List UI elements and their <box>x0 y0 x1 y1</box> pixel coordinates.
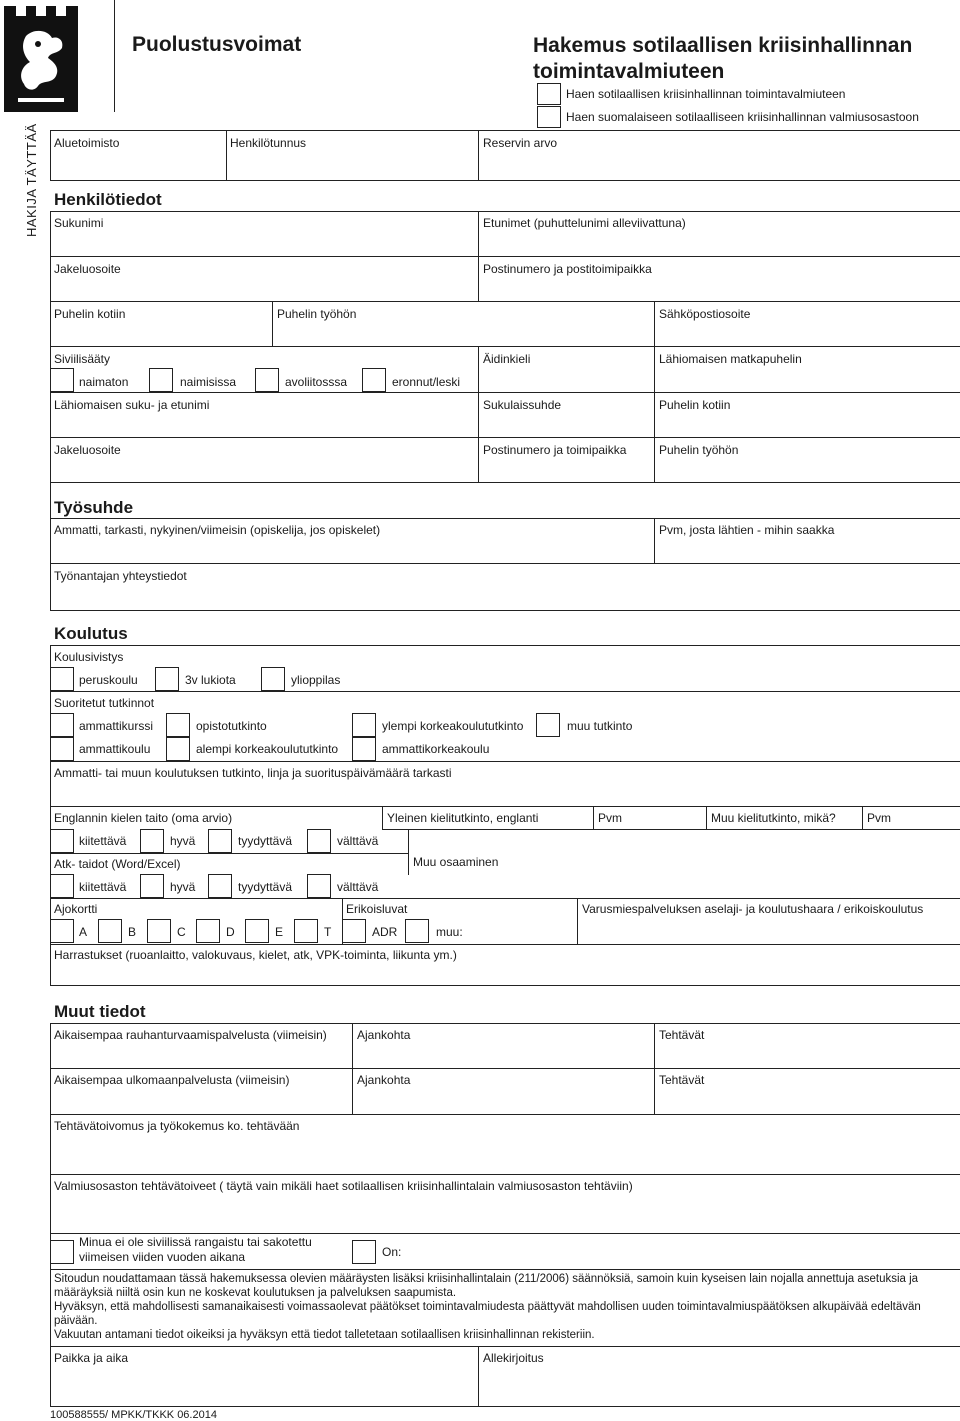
criminal-line2-label: viimeisen viiden vuoden aikana <box>79 1250 246 1264</box>
suoritetut-label: Suoritetut tutkinnot <box>54 696 155 710</box>
ammatti-label: Ammatti, tarkasti, nykyinen/viimeisin (opiskelija, jos opiskelet) <box>54 523 381 537</box>
convicted-checkbox[interactable] <box>352 1240 376 1264</box>
allekirjoitus-label: Allekirjoitus <box>483 1351 544 1365</box>
muu-tutkinto-checkbox[interactable] <box>536 713 560 737</box>
skill-label: tyydyttävä <box>238 880 293 894</box>
skill-label: hyvä <box>170 834 196 848</box>
tehtavat2-label: Tehtävät <box>659 1073 705 1087</box>
atk-tyydyttava-checkbox[interactable] <box>208 874 232 898</box>
marital-avoliitossa-checkbox[interactable] <box>255 368 279 392</box>
paikka-aika-label: Paikka ja aika <box>54 1351 129 1365</box>
puhelin-kotiin-label: Puhelin kotiin <box>54 307 126 321</box>
reservin-arvo-label: Reservin arvo <box>483 136 558 150</box>
degree-label: alempi korkeakoulututkinto <box>196 742 339 756</box>
declaration-text <box>54 1272 949 1342</box>
footer-code: 100588555/ MPKK/TKKK 06.2014 <box>50 1409 217 1421</box>
atk-hyva-checkbox[interactable] <box>140 874 164 898</box>
marital-naimisissa-checkbox[interactable] <box>149 368 173 392</box>
atk-kiitettava-checkbox[interactable] <box>50 874 74 898</box>
option1-checkbox[interactable] <box>537 83 561 105</box>
on-label: On: <box>382 1245 402 1259</box>
degree-label: muu tutkinto <box>567 719 633 733</box>
criminal-line1-label: Minua ei ole siviilissä rangaistu tai sakotettu <box>79 1235 312 1249</box>
sahkoposti-label: Sähköpostiosoite <box>659 307 751 321</box>
school-option-label: peruskoulu <box>79 673 138 687</box>
puhelin-kotiin2-label: Puhelin kotiin <box>659 398 731 412</box>
skill-label: välttävä <box>337 834 379 848</box>
varusmies-label: Varusmiespalveluksen aselaji- ja koulutushaara / erikoiskoulutus <box>582 902 924 916</box>
option1-label: Haen sotilaallisen kriisinhallinnan toimintavalmiuteen <box>566 87 846 101</box>
ammattikoulu-checkbox[interactable] <box>50 737 74 761</box>
muu-kielitutkinto-label: Muu kielitutkinto, mikä? <box>711 811 836 825</box>
license-e-checkbox[interactable] <box>245 919 269 943</box>
skill-label: tyydyttävä <box>238 834 293 848</box>
opistotutkinto-checkbox[interactable] <box>166 713 190 737</box>
ulkomaan-label: Aikaisempaa ulkomaanpalvelusta (viimeisin) <box>54 1073 290 1087</box>
eng-hyva-checkbox[interactable] <box>140 829 164 853</box>
etunimet-label: Etunimet (puhuttelunimi alleviivattuna) <box>483 216 686 230</box>
postinumero-label: Postinumero ja postitoimipaikka <box>483 262 652 276</box>
ylioppilas-checkbox[interactable] <box>261 667 285 691</box>
englanti-label: Englannin kielen taito (oma arvio) <box>54 811 233 825</box>
pvm2-label: Pvm <box>867 811 891 825</box>
ammattikurssi-checkbox[interactable] <box>50 713 74 737</box>
org-name: Puolustusvoimat <box>132 33 302 56</box>
degree-label: opistotutkinto <box>196 719 267 733</box>
coat-of-arms-logo <box>4 6 78 112</box>
education-heading: Koulutus <box>54 624 128 643</box>
license-class-label: A <box>79 925 88 939</box>
muu-lupa-checkbox[interactable] <box>405 919 429 943</box>
school-option-label: ylioppilas <box>291 673 341 687</box>
alempi-korkeakoulu-checkbox[interactable] <box>166 737 190 761</box>
jakeluosoite-label: Jakeluosoite <box>54 262 121 276</box>
rauhanturva-label: Aikaisempaa rauhanturvaamispalvelusta (viimeisin) <box>54 1028 327 1042</box>
side-label: HAKIJA TÄYTTÄÄ <box>24 123 39 237</box>
option2-label: Haen suomalaiseen sotilaalliseen kriisinhallinnan valmiusosastoon <box>566 110 919 124</box>
degree-label: ammattikorkeakoulu <box>382 742 490 756</box>
license-a-checkbox[interactable] <box>50 919 74 943</box>
license-b-checkbox[interactable] <box>98 919 122 943</box>
marital-option-label: naimisissa <box>180 375 237 389</box>
skill-label: välttävä <box>337 880 379 894</box>
tyonantaja-label: Työnantajan yhteystiedot <box>54 569 187 583</box>
other-heading: Muut tiedot <box>54 1002 146 1021</box>
option2-checkbox[interactable] <box>537 106 561 128</box>
koulusivistys-label: Koulusivistys <box>54 650 124 664</box>
marital-eronnut-checkbox[interactable] <box>362 368 386 392</box>
ammattikorkeakoulu-checkbox[interactable] <box>352 737 376 761</box>
form-title: Hakemus sotilaallisen kriisinhallinnan toimintavalmiuteen <box>533 34 913 83</box>
peruskoulu-checkbox[interactable] <box>50 667 74 691</box>
marital-naimaton-checkbox[interactable] <box>50 368 74 392</box>
personal-heading: Henkilötiedot <box>54 190 162 209</box>
marital-option-label: eronnut/leski <box>392 375 461 389</box>
adr-checkbox[interactable] <box>342 919 366 943</box>
ylempi-korkeakoulu-checkbox[interactable] <box>352 713 376 737</box>
license-class-label: C <box>177 925 186 939</box>
ajankohta1-label: Ajankohta <box>357 1028 411 1042</box>
yleinen-kielitutkinto-label: Yleinen kielitutkinto, englanti <box>387 811 539 825</box>
license-t-checkbox[interactable] <box>294 919 318 943</box>
license-c-checkbox[interactable] <box>147 919 171 943</box>
degree-label: ammattikurssi <box>79 719 154 733</box>
lahiomaisen-matkapuhelin-label: Lähiomaisen matkapuhelin <box>659 352 802 366</box>
lahiomaisen-nimi-label: Lähiomaisen suku- ja etunimi <box>54 398 210 412</box>
sukunimi-label: Sukunimi <box>54 216 104 230</box>
jakeluosoite2-label: Jakeluosoite <box>54 443 121 457</box>
license-class-label: B <box>128 925 137 939</box>
marital-option-label: avoliitosssa <box>285 375 348 389</box>
puhelin-tyohon-label: Puhelin työhön <box>277 307 357 321</box>
eng-tyydyttava-checkbox[interactable] <box>208 829 232 853</box>
tehtavatoivomus-label: Tehtävätoivomus ja työkokemus ko. tehtävään <box>54 1119 300 1133</box>
muu-label: muu: <box>436 925 463 939</box>
aidinkieli-label: Äidinkieli <box>483 352 531 366</box>
not-convicted-checkbox[interactable] <box>50 1240 74 1264</box>
siviilisaaty-label: Siviilisääty <box>54 352 111 366</box>
harrastukset-label: Harrastukset (ruoanlaitto, valokuvaus, kielet, atk, VPK-toiminta, liikunta ym.) <box>54 948 457 962</box>
ajokortti-label: Ajokortti <box>54 902 98 916</box>
declaration-para1: Sitoudun noudattamaan tässä hakemuksessa olevien määräysten lisäksi kriisinhallintalain (211/2006) säännöksiä, samoin kuin kyseisen lain nojalla annettuja asetuksia ja määräyksiä niiltä osin kun ne koskevat koulutuksen ja palveluksen saapumista. <box>54 1273 919 1299</box>
declaration-para2: Hyväksyn, että mahdollisesti samanaikaisesti voimassaolevat päätökset toimintavalmiudesta päättyvät mahdollisen uuden toimintavalmiuspäätöksen alkupäivää edeltävän päivään. <box>54 1301 921 1327</box>
license-class-label: E <box>275 925 284 939</box>
sukulaissuhde-label: Sukulaissuhde <box>483 398 562 412</box>
employment-heading: Työsuhde <box>54 498 134 517</box>
degree-label: ylempi korkeakoulututkinto <box>382 719 524 733</box>
declaration-para3: Vakuutan antamani tiedot oikeiksi ja hyväksyn että tiedot talletetaan sotilaallisen kriisinhallinnan rekisteriin. <box>54 1329 595 1341</box>
eng-valttava-checkbox[interactable] <box>307 829 331 853</box>
puhelin-tyohon2-label: Puhelin työhön <box>659 443 739 457</box>
license-class-label: T <box>324 925 332 939</box>
ammatti-tutkinto-label: Ammatti- tai muun koulutuksen tutkinto, linja ja suorituspäivämäärä tarkasti <box>54 766 452 780</box>
skill-label: hyvä <box>170 880 196 894</box>
license-class-label: D <box>226 925 235 939</box>
erikoisluvat-label: Erikoisluvat <box>346 902 408 916</box>
atk-valttava-checkbox[interactable] <box>307 874 331 898</box>
adr-label: ADR <box>372 925 398 939</box>
tehtavat1-label: Tehtävät <box>659 1028 705 1042</box>
skill-label: kiitettävä <box>79 834 127 848</box>
pvm-range-label: Pvm, josta lähtien - mihin saakka <box>659 523 835 537</box>
license-d-checkbox[interactable] <box>196 919 220 943</box>
school-option-label: 3v lukiota <box>185 673 236 687</box>
aluetoimisto-label: Aluetoimisto <box>54 136 120 150</box>
valmiusosasto-label: Valmiusosaston tehtävätoiveet ( täytä vain mikäli haet sotilaallisen kriisinhallintalain valmiusosaston tehtäviin) <box>54 1179 633 1193</box>
postinumero2-label: Postinumero ja toimipaikka <box>483 443 627 457</box>
henkilotunnus-label: Henkilötunnus <box>230 136 307 150</box>
lukio-checkbox[interactable] <box>155 667 179 691</box>
skill-label: kiitettävä <box>79 880 127 894</box>
atk-label: Atk- taidot (Word/Excel) <box>54 857 181 871</box>
eng-kiitettava-checkbox[interactable] <box>50 829 74 853</box>
marital-option-label: naimaton <box>79 375 129 389</box>
pvm1-label: Pvm <box>598 811 622 825</box>
muu-osaaminen-label: Muu osaaminen <box>413 855 499 869</box>
ajankohta2-label: Ajankohta <box>357 1073 411 1087</box>
degree-label: ammattikoulu <box>79 742 151 756</box>
